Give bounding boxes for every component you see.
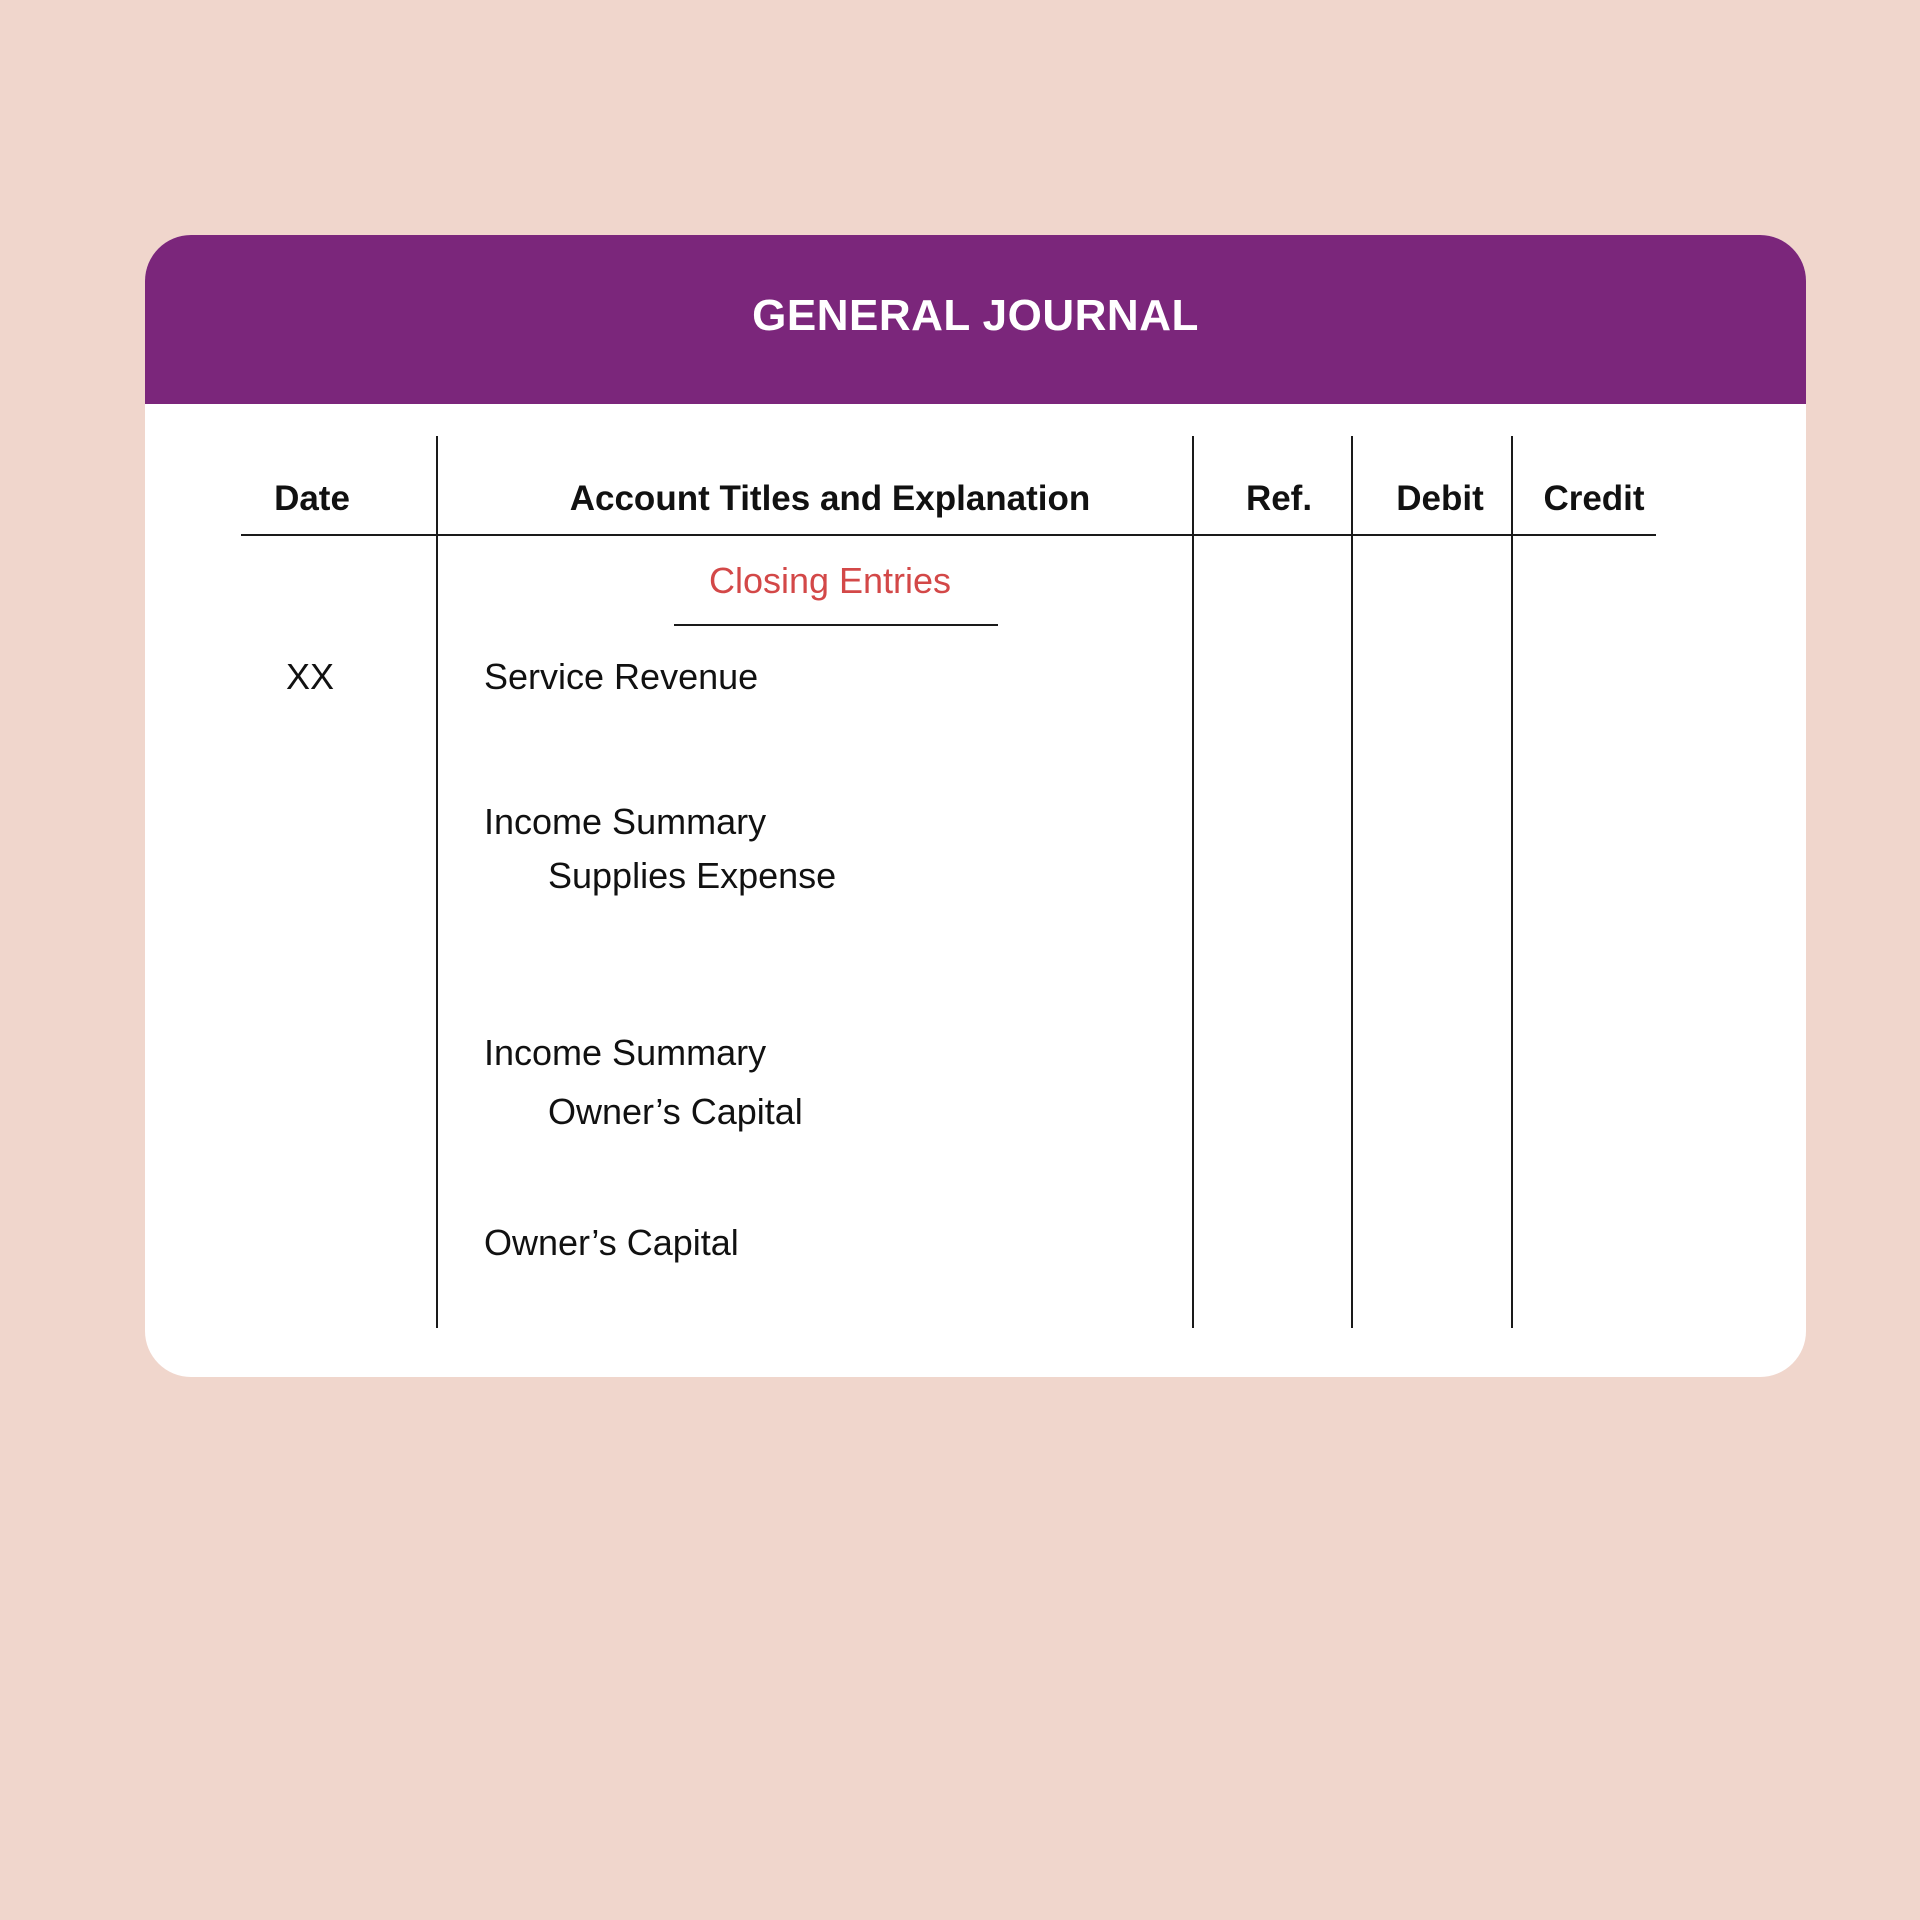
entry-account: Income Summary [484,801,767,842]
column-header-date: Date [274,479,350,518]
entry-sub-account: Owner’s Capital [548,1091,803,1132]
section-label: Closing Entries [708,560,952,601]
column-divider-debit [1511,436,1513,1328]
header-underline [241,534,1656,536]
column-divider-date [436,436,438,1328]
entry-account: Service Revenue [484,656,759,697]
column-divider-ref [1351,436,1353,1328]
column-header-debit: Debit [1396,479,1484,518]
column-header-ref: Ref. [1245,479,1313,518]
general-journal-card [145,235,1806,1377]
column-divider-account [1192,436,1194,1328]
column-header-account: Account Titles and Explanation [569,479,1091,518]
column-header-credit: Credit [1543,479,1645,518]
entry-account: Owner’s Capital [484,1222,739,1263]
journal-title: GENERAL JOURNAL [752,290,1199,340]
entry-account: Income Summary [484,1032,767,1073]
journal-header [145,235,1806,404]
entry-date: XX [286,656,335,697]
entry-sub-account: Supplies Expense [548,855,837,896]
section-label-underline [674,624,998,626]
